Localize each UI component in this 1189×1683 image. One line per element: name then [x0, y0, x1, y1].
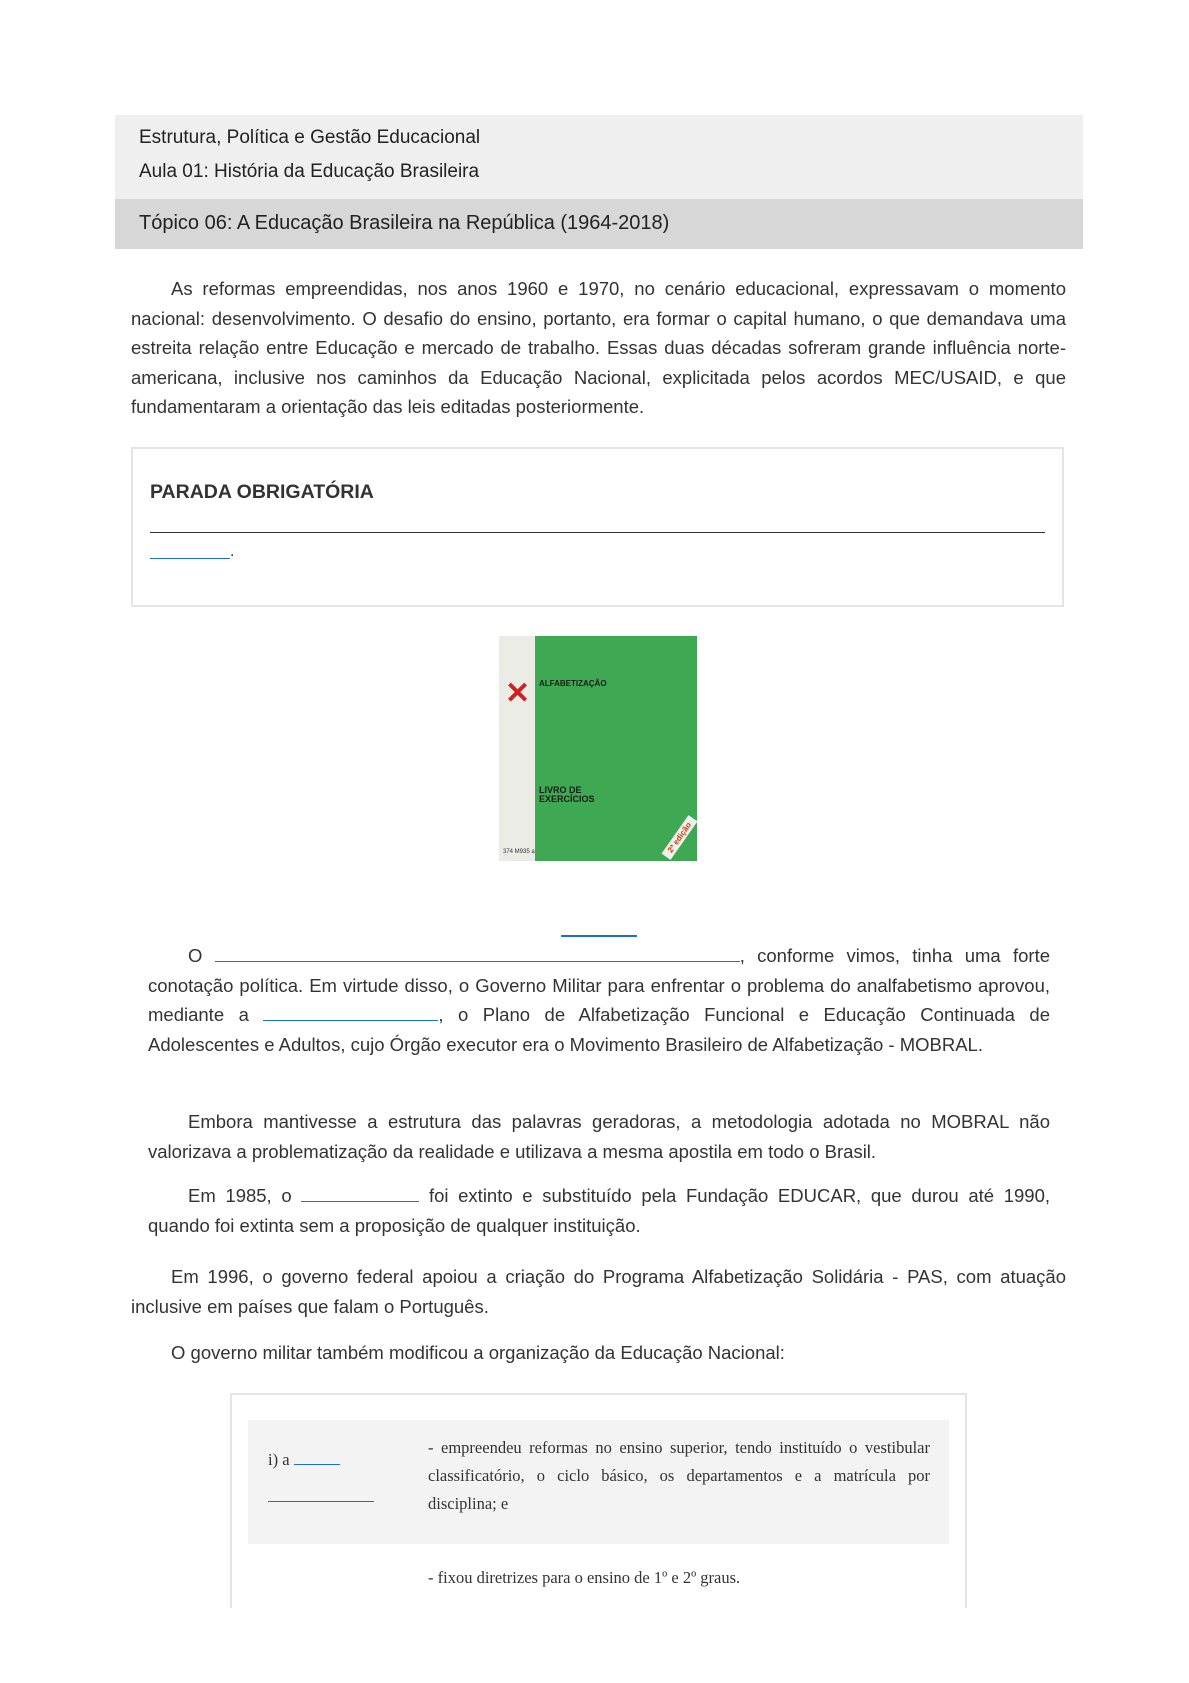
topic-bar [115, 199, 1083, 249]
course-header [115, 115, 1083, 199]
text: Em 1985, o [188, 1185, 292, 1206]
blank-link[interactable] [561, 935, 637, 937]
blank-link[interactable] [150, 558, 230, 559]
cover-edition: 2ª edição [662, 815, 698, 860]
row-label [268, 1450, 340, 1470]
blank-link[interactable] [294, 1450, 340, 1465]
blank-link[interactable] [301, 1183, 419, 1202]
table-row [248, 1420, 949, 1544]
mobral-method-paragraph: Embora mantivesse a estrutura das palavras geradoras, a metodologia adotada no MOBRAL não valorizava a problematização da realidade e utilizava a mesma apostila em todo o Brasil. [148, 1111, 1050, 1162]
topic-title: Tópico 06: A Educação Brasileira na República (1964-2018) [139, 212, 670, 234]
organization-paragraph: O governo militar também modificou a organização da Educação Nacional: [171, 1342, 785, 1363]
blank-link[interactable] [215, 943, 740, 962]
divider [150, 532, 1045, 533]
lesson-title: Aula 01: História da Educação Brasileira [139, 161, 480, 182]
educar-paragraph [148, 1181, 1050, 1240]
text: , o Plano de Alfabetização Funcional e Educação Continuada de Adolescentes e Adultos, cujo Órgão executor era o Movimento Brasileiro de Alfabetização - MOBRAL. [148, 1004, 1050, 1055]
mobral-paragraph [148, 941, 1050, 1059]
pas-paragraph: Em 1996, o governo federal apoiou a criação do Programa Alfabetização Solidária - PAS, com atuação inclusive em países que falam o Português. [131, 1266, 1066, 1317]
parada-obrigatoria-box [131, 447, 1064, 607]
book-spine [499, 636, 535, 861]
period: . [230, 543, 235, 560]
blank-link[interactable] [268, 1501, 374, 1502]
reforms-table [230, 1393, 967, 1608]
book-cover-image [499, 636, 697, 861]
x-mark-icon: ✕ [505, 677, 531, 710]
cover-title: ALFABETIZAÇÃO [539, 679, 607, 688]
intro-paragraph: As reformas empreendidas, nos anos 1960 e 1970, no cenário educacional, expressavam o momento nacional: desenvolvimento. O desafio do ensino, portanto, era formar o capital humano, o que demandava uma estreita relação entre Educação e mercado de trabalho. Essas duas décadas sofreram grande influência norte-americana, inclusive nos caminhos da Educação Nacional, explicitada pelos acordos MEC/USAID, e que fundamentaram a orientação das leis editadas posteriormente. [131, 278, 1066, 417]
blank-link[interactable] [263, 1002, 438, 1021]
parada-title: PARADA OBRIGATÓRIA [150, 481, 374, 503]
cover-subtitle: LIVRO DE EXERCÍCIOS [539, 785, 595, 804]
text: foi extinto e substituído pela Fundação EDUCAR, que durou até 1990, quando foi extinta sem a proposição de qualquer instituição. [148, 1185, 1050, 1236]
cover-code: 374 M935 a [503, 849, 535, 855]
course-title: Estrutura, Política e Gestão Educacional [139, 127, 481, 148]
text: i) a [268, 1450, 290, 1469]
row-text: - fixou diretrizes para o ensino de 1º e 2º graus. [428, 1568, 741, 1587]
row-text: - empreendeu reformas no ensino superior, tendo instituído o vestibular classificatório, o ciclo básico, os departamentos e a matrícula por disciplina; e [428, 1438, 930, 1513]
text: O [188, 945, 203, 966]
text: , conforme vimos, tinha uma forte conotação política. Em virtude disso, o Governo Militar para enfrentar o problema do analfabetismo aprovou, mediante a [148, 945, 1050, 1025]
